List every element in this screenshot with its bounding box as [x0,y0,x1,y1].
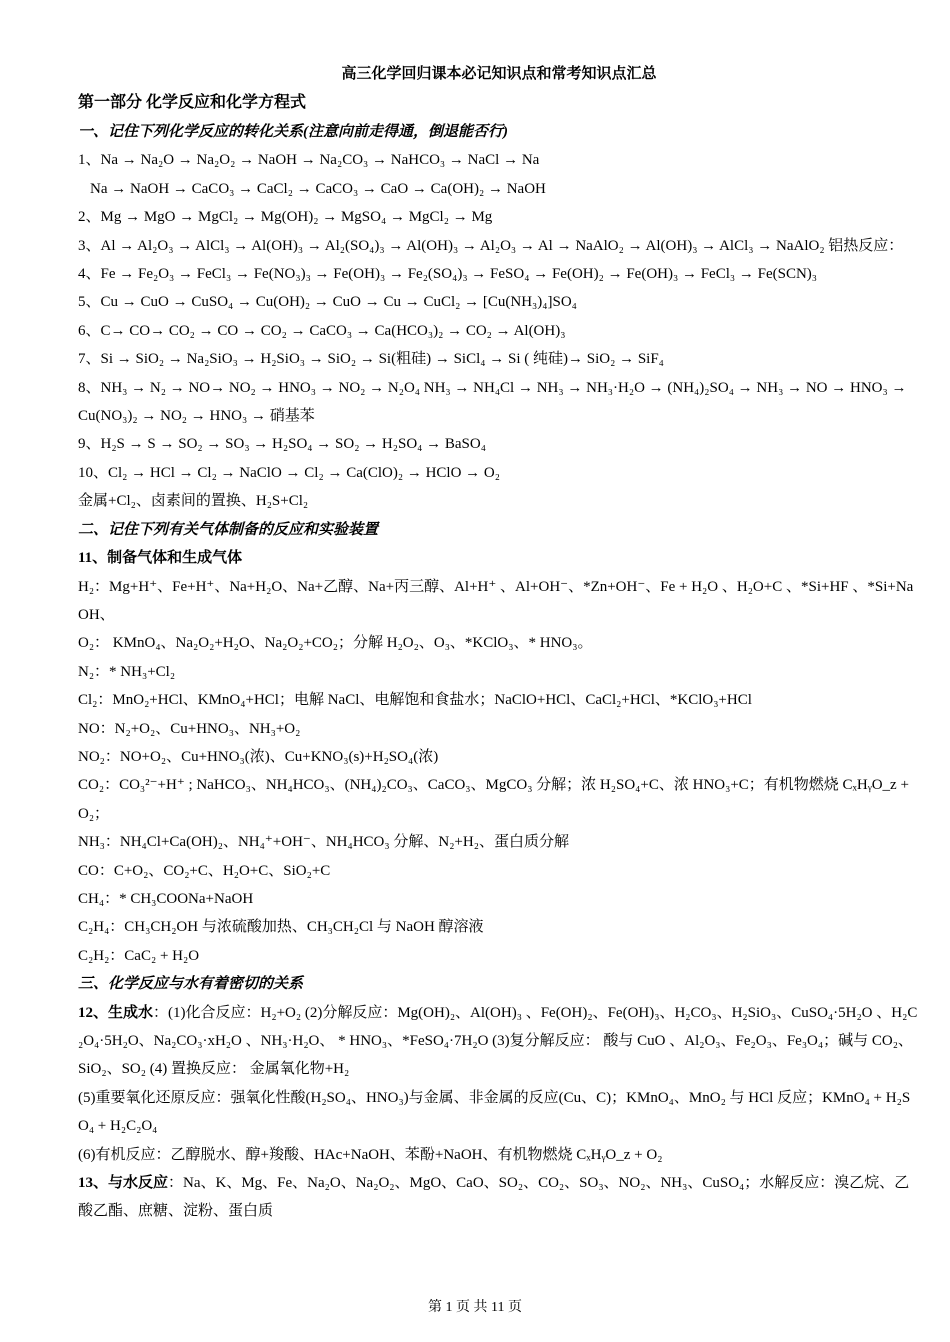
paragraph-12-text: ：(1)化合反应：H₂+O₂ (2)分解反应：Mg(OH)₂、Al(OH)₃ 、Fe(OH)₂、Fe(OH)₃、H₂CO₃、H₂SiO₃、CuSO₄·5H₂O 、H₂C₂O₄·5H₂O、Na₂CO₃·xH₂O 、NH₃·H₂O、 * HNO₃、*FeSO₄·7H₂O (3)复分解反应： 酸与 CuO 、Al₂O₃、Fe₂O₃、Fe₃O₄；碱与 CO₂、SiO₂、SO₂ (4) 置换反应： 金属氧化物+H₂ [78,1004,918,1078]
conversion-line: 9、H₂S → S → SO₂ → SO₃ → H₂SO₄ → SO₂ → H₂SO₄ → BaSO₄ [78,436,486,453]
conversion-line: Na → NaOH → CaCO₃ → CaCl₂ → CaCO₃ → CaO → Ca(OH)₂ → NaOH [90,180,546,197]
gas-line: N₂：* NH₃+Cl₂ [78,663,176,680]
conversion-line: 7、Si → SiO₂ → Na₂SiO₃ → H₂SiO₃ → SiO₂ → Si(粗硅) → SiCl₄ → Si ( 纯硅)→ SiO₂ → SiF₄ [78,351,664,368]
paragraph-13-text: ：Na、K、Mg、Fe、Na₂O、Na₂O₂、MgO、CaO、SO₂、CO₂、SO₃、NO₂、NH₃、CuSO₄；水解反应：溴乙烷、乙酸乙酯、庶糖、淀粉、蛋白质 [78,1175,910,1220]
conversion-line: 4、Fe → Fe₂O₃ → FeCl₃ → Fe(NO₃)₃ → Fe(OH)₃ → Fe₂(SO₄)₃ → FeSO₄ → Fe(OH)₂ → Fe(OH)₃ → FeCl₃ → Fe(SCN)₃ [78,266,818,283]
page-footer: 第 1 页 共 11 页 [428,1300,522,1315]
paragraph-13-label: 13、与水反应 [78,1175,169,1192]
section-heading-2: 二、记住下列有关气体制备的反应和实验装置 [78,521,379,538]
gas-line: C₂H₄：CH₃CH₂OH 与浓硫酸加热、CH₃CH₂Cl 与 NaOH 醇溶液 [78,919,484,936]
part-heading: 第一部分 化学反应和化学方程式 [78,94,307,111]
conversion-line: 8、NH₃ → N₂ → NO→ NO₂ → HNO₃ → NO₂ → N₂O₄ NH₃ → NH₄Cl → NH₃ → NH₃·H₂O → (NH₄)₂SO₄ → NH₃ → NO → HNO₃ → Cu(NO₃)₂ → NO₂ → HNO₃ → 硝基苯 [78,379,907,425]
section-heading-1: 一、记住下列化学反应的转化关系(注意向前走得通，倒退能否行) [78,124,508,140]
gas-line: C₂H₂：CaC₂ + H₂O [78,947,200,964]
gas-line: H₂：Mg+H⁺、Fe+H⁺、Na+H₂O、Na+乙醇、Na+丙三醇、Al+H⁺ 、Al+OH⁻、*Zn+OH⁻、Fe + H₂O 、H₂O+C 、*Si+HF 、*Si+NaOH、 [78,578,914,623]
conversion-line: 金属+Cl₂、卤素间的置换、H₂S+Cl₂ [78,493,309,510]
paragraph-12-label: 12、生成水 [78,1004,154,1021]
paragraph-12 [78,999,920,1084]
conversion-line: 3、Al → Al₂O₃ → AlCl₃ → Al(OH)₃ → Al₂(SO₄)₃ → Al(OH)₃ → Al₂O₃ → Al → NaAlO₂ → Al(OH)₃ → AlCl₃ → NaAlO₂ 铝热反应： [78,237,904,254]
subheading-11: 11、制备气体和生成气体 [78,550,243,567]
gas-line: NH₃：NH₄Cl+Ca(OH)₂、NH₄⁺+OH⁻、NH₄HCO₃ 分解、N₂+H₂、蛋白质分解 [78,834,569,851]
document-title: 高三化学回归课本必记知识点和常考知识点汇总 [341,66,657,82]
conversion-line: 5、Cu → CuO → CuSO₄ → Cu(OH)₂ → CuO → Cu → CuCl₂ → [Cu(NH₃)₄]SO₄ [78,294,577,311]
gas-list [78,573,920,971]
gas-line: CO₂：CO₃²⁻+H⁺ ; NaHCO₃、NH₄HCO₃、(NH₄)₂CO₃、CaCO₃、MgCO₃ 分解；浓 H₂SO₄+C、浓 HNO₃+C；有机物燃烧 CₓHᵧO_z + O₂； [78,777,909,822]
conversion-line: 2、Mg → MgO → MgCl₂ → Mg(OH)₂ → MgSO₄ → MgCl₂ → Mg [78,209,493,226]
section-heading-3: 三、化学反应与水有着密切的关系 [78,976,304,993]
paragraph-12-organic: (6)有机反应：乙醇脱水、醇+羧酸、HAc+NaOH、苯酚+NaOH、有机物燃烧 CₓHᵧO_z + O₂ [78,1146,663,1163]
gas-line: CO：C+O₂、CO₂+C、H₂O+C、SiO₂+C [78,862,331,879]
gas-line: Cl₂：MnO₂+HCl、KMnO₄+HCl；电解 NaCl、电解饱和食盐水；NaClO+HCl、CaCl₂+HCl、*KClO₃+HCl [78,692,752,709]
gas-line: O₂： KMnO₄、Na₂O₂+H₂O、Na₂O₂+CO₂；分解 H₂O₂、O₃、*KClO₃、* HNO₃。 [78,635,593,652]
paragraph-13 [78,1169,920,1226]
gas-line: NO₂：NO+O₂、Cu+HNO₃(浓)、Cu+KNO₃(s)+H₂SO₄(浓) [78,748,439,765]
conversion-list [78,146,920,515]
conversion-line: 1、Na → Na₂O → Na₂O₂ → NaOH → Na₂CO₃ → NaHCO₃ → NaCl → Na [78,152,540,169]
gas-line: CH₄：* CH₃COONa+NaOH [78,890,254,907]
gas-line: NO：N₂+O₂、Cu+HNO₃、NH₃+O₂ [78,720,301,737]
conversion-line: 6、C→ CO→ CO₂ → CO → CO₂ → CaCO₃ → Ca(HCO₃)₂ → CO₂ → Al(OH)₃ [78,322,566,339]
paragraph-12-redox: (5)重要氧化还原反应：强氧化性酸(H₂SO₄、HNO₃)与金属、非金属的反应(Cu、C)；KMnO₄、MnO₂ 与 HCl 反应；KMnO₄ + H₂SO₄ + H₂C₂O₄ [78,1089,911,1135]
conversion-line: 10、Cl₂ → HCl → Cl₂ → NaClO → Cl₂ → Ca(ClO)₂ → HClO → O₂ [78,464,500,481]
document-page [78,62,920,1226]
